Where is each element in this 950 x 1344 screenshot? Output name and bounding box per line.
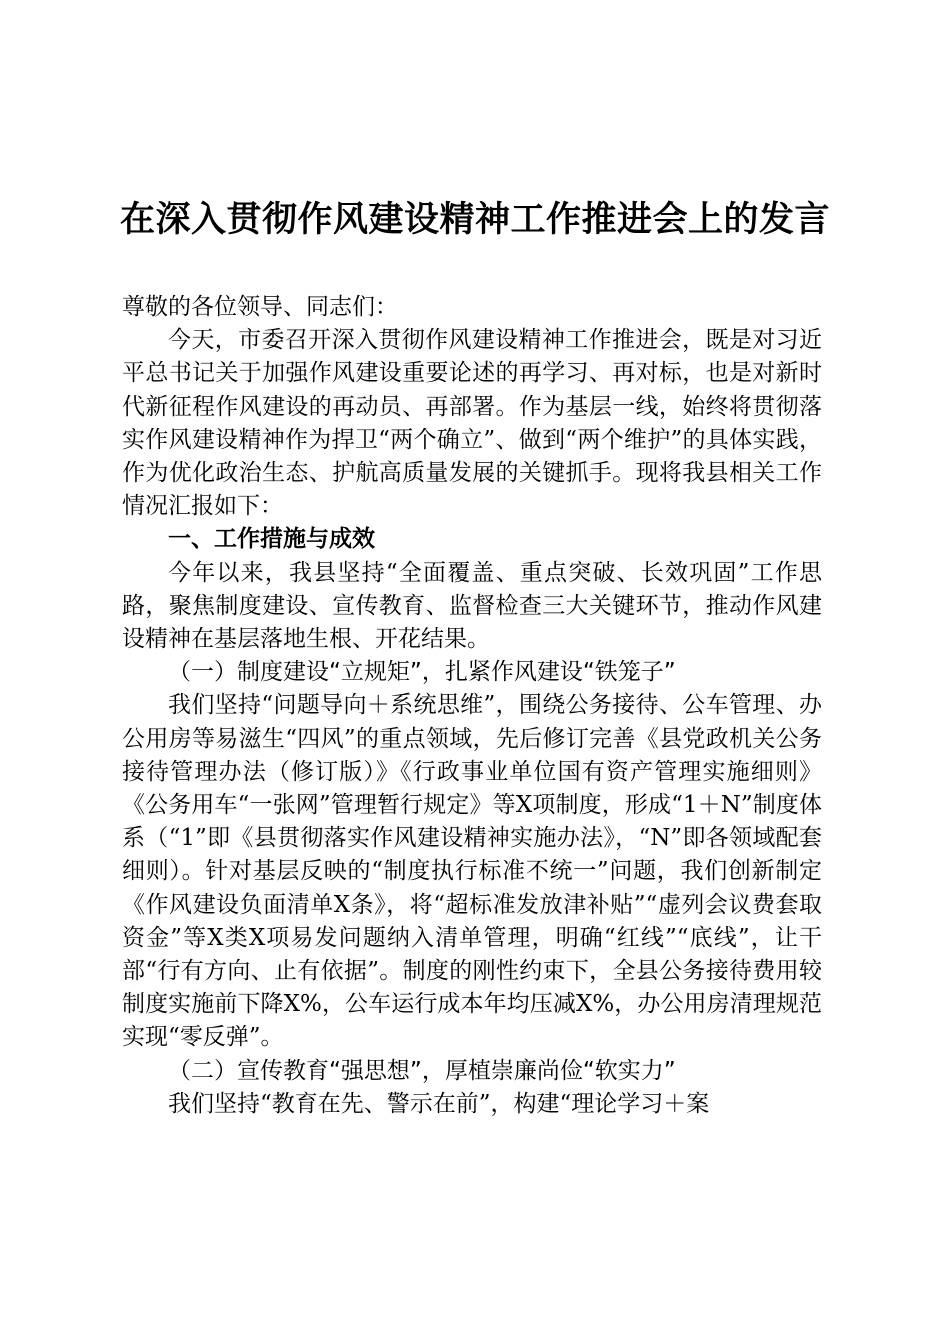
subsection-2-paragraph: 我们坚持“教育在先、警示在前”，构建“理论学习＋案 xyxy=(168,1090,710,1117)
document-title: 在深入贯彻作风建设精神工作推进会上的发言 xyxy=(119,199,830,240)
intro-paragraph: 今天，市委召开深入贯彻作风建设精神工作推进会，既是对习近平总书记关于加强作风建设重要论述的再学习、再对标，也是对新时代新征程作风建设的再动员、再部署。作为基层一线，始终将贯彻落实作风建设精神作为捍卫“两个确立”、做到“两个维护”的具体实践，作为优化政治生态、护航高质量发展的关键抓手。现将我县相关工作情况汇报如下： xyxy=(122,327,822,520)
section-1-heading: 一、工作措施与成效 xyxy=(168,526,375,553)
section-1-paragraph: 今年以来，我县坚持“全面覆盖、重点突破、长效巩固”工作思路，聚焦制度建设、宣传教育、监督检查三大关键环节，推动作风建设精神在基层落地生根、开花结果。 xyxy=(122,559,822,653)
salutation: 尊敬的各位领导、同志们： xyxy=(122,294,398,320)
subsection-2-heading: （二）宣传教育“强思想”，厚植崇廉尚俭“软实力” xyxy=(168,1057,676,1084)
subsection-1-paragraph: 我们坚持“问题导向＋系统思维”，围绕公务接待、公车管理、办公用房等易滋生“四风”的重点领域，先后修订完善《县党政机关公务接待管理办法（修订版）》《行政事业单位国有资产管理实施细则》《公务用车“一张网”管理暂行规定》等X项制度，形成“1＋N”制度体系（“1”即《县贯彻落实作风建设精神实施办法》，“N”即各领域配套细则）。针对基层反映的“制度执行标准不统一”问题，我们创新制定《作风建设负面清单X条》，将“超标准发放津补贴”“虚列会议费套取资金”等X类X项易发问题纳入清单管理，明确“红线”“底线”，让干部“行有方向、止有依据”。制度的刚性约束下，全县公务接待费用较制度实施前下降X%，公车运行成本年均压减X%，办公用房清理规范实现“零反弹”。 xyxy=(122,692,822,1051)
document-body xyxy=(122,291,822,1121)
subsection-1-heading: （一）制度建设“立规矩”，扎紧作风建设“铁笼子” xyxy=(168,659,676,686)
